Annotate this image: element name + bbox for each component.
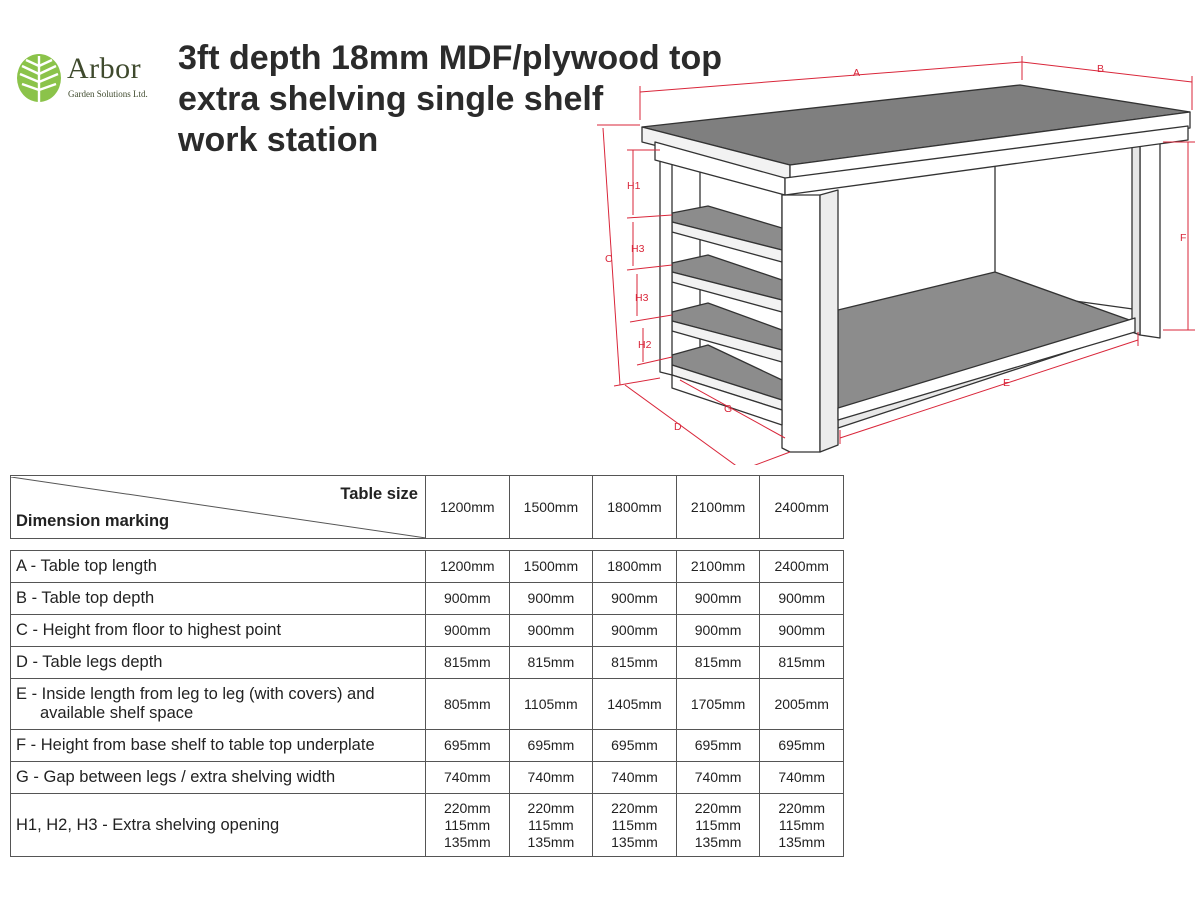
cell-value: 740mm	[760, 762, 844, 794]
cell-value: 900mm	[509, 583, 593, 615]
cell-value: 695mm	[509, 730, 593, 762]
cell-value: 740mm	[426, 762, 510, 794]
dimension-table	[10, 475, 843, 857]
cell-value: 1500mm	[509, 551, 593, 583]
cell-value	[676, 794, 760, 857]
size-header: 1200mm	[426, 476, 510, 539]
cell-line: 135mm	[611, 833, 658, 850]
cell-value: 805mm	[426, 679, 510, 730]
cell-line: 115mm	[611, 816, 658, 833]
row-label: B - Table top depth	[11, 583, 426, 615]
cell-value: 900mm	[593, 615, 677, 647]
cell-value: 815mm	[426, 647, 510, 679]
cell-value: 695mm	[593, 730, 677, 762]
table-row	[11, 679, 844, 730]
cell-value: 2400mm	[760, 551, 844, 583]
row-label	[11, 679, 426, 730]
dim-label-e: E	[1003, 377, 1011, 389]
cell-line: 220mm	[443, 799, 491, 816]
table-row	[11, 551, 844, 583]
cell-value: 900mm	[676, 615, 760, 647]
dim-label-a: A	[853, 67, 861, 79]
size-header: 2400mm	[760, 476, 844, 539]
table-row	[11, 583, 844, 615]
title-line: 3ft depth 18mm MDF/plywood top	[178, 39, 722, 77]
cell-value	[593, 794, 677, 857]
dimension-marking-heading: Dimension marking	[16, 511, 170, 530]
row-label: C - Height from floor to highest point	[11, 615, 426, 647]
size-header: 1800mm	[593, 476, 677, 539]
cell-line: 135mm	[778, 833, 826, 850]
cell-value: 900mm	[426, 583, 510, 615]
title-line: work station	[178, 121, 379, 159]
dim-label-h2: H2	[638, 339, 652, 351]
cell-line: 135mm	[527, 833, 575, 850]
table-row	[11, 794, 844, 857]
cell-value: 740mm	[509, 762, 593, 794]
cell-line: 220mm	[694, 799, 742, 816]
cell-value: 815mm	[593, 647, 677, 679]
header-corner	[11, 476, 426, 539]
cell-value: 815mm	[676, 647, 760, 679]
cell-line: 115mm	[695, 816, 741, 833]
cell-value: 695mm	[676, 730, 760, 762]
cell-value: 2005mm	[760, 679, 844, 730]
cell-line: 115mm	[444, 816, 491, 833]
cell-line: 220mm	[778, 799, 826, 816]
cell-value: 815mm	[509, 647, 593, 679]
cell-value: 900mm	[593, 583, 677, 615]
cell-value: 1800mm	[593, 551, 677, 583]
cell-line: 220mm	[527, 799, 575, 816]
size-header: 2100mm	[676, 476, 760, 539]
dim-label-h3: H3	[631, 243, 645, 255]
cell-value: 695mm	[426, 730, 510, 762]
cell-value: 900mm	[426, 615, 510, 647]
cell-value: 900mm	[760, 615, 844, 647]
table-row	[11, 615, 844, 647]
leaf-icon	[14, 52, 64, 104]
cell-value: 740mm	[593, 762, 677, 794]
row-label: G - Gap between legs / extra shelving width	[11, 762, 426, 794]
workstation-diagram	[560, 45, 1200, 465]
table-row	[11, 647, 844, 679]
cell-line: 115mm	[528, 816, 574, 833]
table-header-row	[11, 476, 844, 539]
dim-label-f: F	[1180, 232, 1187, 244]
cell-value	[760, 794, 844, 857]
row-label-line: E - Inside length from leg to leg (with covers) and	[16, 685, 375, 703]
table-size-heading: Table size	[340, 484, 418, 503]
cell-value: 900mm	[760, 583, 844, 615]
cell-value: 695mm	[760, 730, 844, 762]
dim-label-b: B	[1097, 63, 1105, 75]
cell-line: 135mm	[694, 833, 742, 850]
row-label-line: available shelf space	[40, 704, 194, 722]
brand-tagline: Garden Solutions Ltd.	[68, 89, 148, 99]
cell-value	[426, 794, 510, 857]
cell-value: 1105mm	[509, 679, 593, 730]
row-label: A - Table top length	[11, 551, 426, 583]
cell-value: 1705mm	[676, 679, 760, 730]
cell-value: 1405mm	[593, 679, 677, 730]
dim-label-g: G	[724, 403, 733, 415]
cell-value: 1200mm	[426, 551, 510, 583]
row-label: D - Table legs depth	[11, 647, 426, 679]
dim-label-h1: H1	[627, 180, 641, 192]
brand-name: Arbor	[67, 52, 142, 85]
spacer-row	[11, 539, 844, 551]
dim-label-h3: H3	[635, 292, 649, 304]
size-header: 1500mm	[509, 476, 593, 539]
cell-value: 740mm	[676, 762, 760, 794]
arbor-logo	[14, 52, 164, 104]
cell-line: 220mm	[611, 799, 658, 816]
cell-value: 815mm	[760, 647, 844, 679]
dim-label-d: D	[674, 421, 682, 433]
row-label: F - Height from base shelf to table top underplate	[11, 730, 426, 762]
cell-value: 900mm	[676, 583, 760, 615]
table-row	[11, 762, 844, 794]
cell-line: 115mm	[778, 816, 825, 833]
cell-value: 900mm	[509, 615, 593, 647]
table-row	[11, 730, 844, 762]
cell-value	[509, 794, 593, 857]
cell-value: 2100mm	[676, 551, 760, 583]
cell-line: 135mm	[443, 833, 491, 850]
row-label: H1, H2, H3 - Extra shelving opening	[11, 794, 426, 857]
dim-label-c: C	[605, 253, 613, 265]
title-line: extra shelving single shelf	[178, 80, 604, 118]
